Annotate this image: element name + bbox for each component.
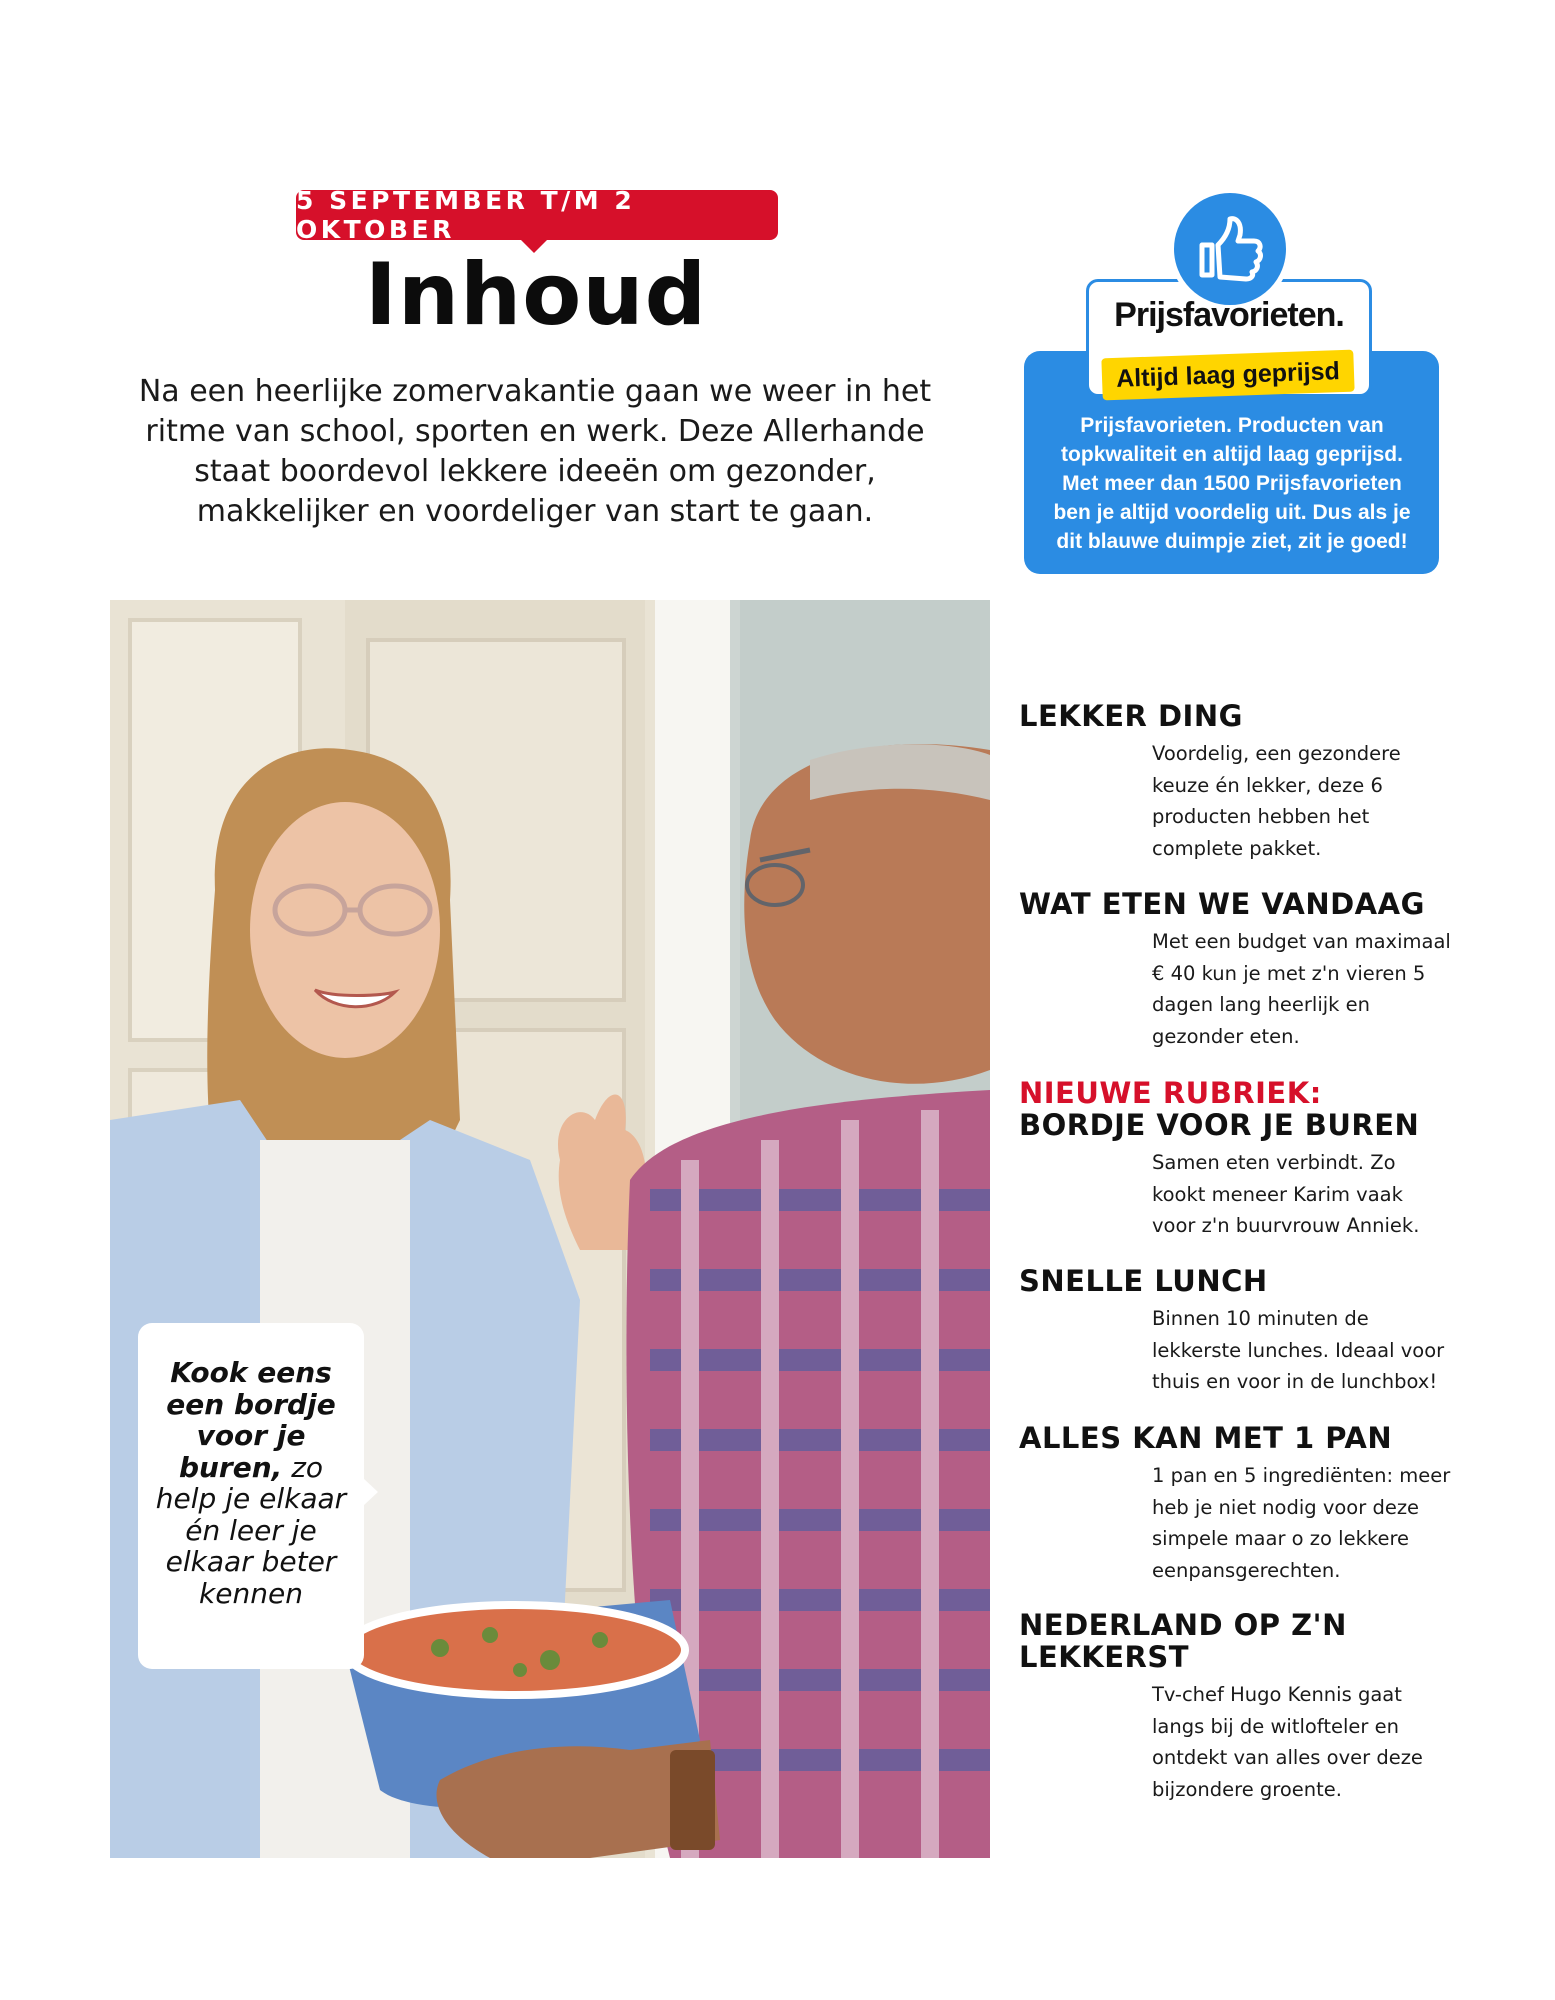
prijsfavorieten-badge [1024, 188, 1439, 588]
section-heading [1019, 1077, 1549, 1141]
date-range-badge [296, 186, 778, 244]
section-title: LEKKER DING [1019, 699, 1243, 733]
section-text: Met een budget van maximaal € 40 kun je met z'n vieren 5 dagen lang heerlijk en gezonder eten. [1152, 930, 1451, 1048]
badge-ribbon-text: Altijd laag geprijsd [1115, 356, 1341, 393]
intro-text: Na een heerlijke zomervakantie gaan we weer in het ritme van school, sporten en werk. Deze Allerhande staat boordevol lekkere ideeën om gezonder, makkelijker en voordeliger van start te gaan. [138, 374, 932, 529]
badge-ribbon [1101, 350, 1354, 401]
section-text: 1 pan en 5 ingrediënten: meer heb je niet nodig voor deze simpele maar o zo lekkere eenpansgerechten. [1152, 1464, 1451, 1582]
section-text: Voordelig, een gezondere keuze én lekker, deze 6 producten hebben het complete pakket. [1152, 742, 1401, 860]
badge-description: Prijsfavorieten. Producten van topkwaliteit en altijd laag geprijsd. Met meer dan 1500 Prijsfavorieten ben je altijd voordelig uit. Dus als je dit blauwe duimpje ziet, zit je goed! [1053, 414, 1411, 553]
quote-rest: zo help je elkaar én leer je elkaar beter kennen [155, 1450, 347, 1610]
section-title: NEDERLAND OP Z'N LEKKERST [1019, 1608, 1347, 1674]
thumbs-up-icon [1169, 188, 1291, 310]
quote-bold: Kook eens een bordje voor je buren, [166, 1356, 336, 1484]
quote-card [138, 1323, 364, 1669]
section-title: WAT ETEN WE VANDAAG [1019, 887, 1425, 921]
section-title: BORDJE VOOR JE BUREN [1019, 1108, 1420, 1142]
section-lekker-ding[interactable] [1019, 700, 1549, 864]
section-title: ALLES KAN MET 1 PAN [1019, 1421, 1393, 1455]
badge-brand: Prijsfavorieten. [1114, 296, 1344, 334]
section-title: SNELLE LUNCH [1019, 1264, 1268, 1298]
section-text: Tv-chef Hugo Kennis gaat langs bij de witlofteler en ontdekt van alles over deze bijzondere groente. [1152, 1683, 1423, 1801]
hero-photo [110, 600, 990, 1858]
section-kicker: NIEUWE RUBRIEK: [1019, 1076, 1322, 1110]
section-nederland-op-zn-lekkerst[interactable] [1019, 1608, 1423, 1805]
date-range-text: 5 SEPTEMBER T/M 2 OKTOBER [296, 186, 636, 244]
section-text: Binnen 10 minuten de lekkerste lunches. Ideaal voor thuis en voor in de lunchbox! [1152, 1307, 1445, 1393]
section-alles-kan-met-1-pan[interactable] [1019, 1422, 1549, 1586]
section-text: Samen eten verbindt. Zo kookt meneer Karim vaak voor z'n buurvrouw Anniek. [1152, 1151, 1420, 1237]
section-bordje-voor-je-buren[interactable] [1019, 1077, 1549, 1242]
section-wat-eten-we-vandaag[interactable] [1019, 888, 1549, 1052]
quote-text [138, 1323, 364, 1609]
section-snelle-lunch[interactable] [1019, 1265, 1549, 1398]
page-title: Inhoud [364, 245, 708, 345]
